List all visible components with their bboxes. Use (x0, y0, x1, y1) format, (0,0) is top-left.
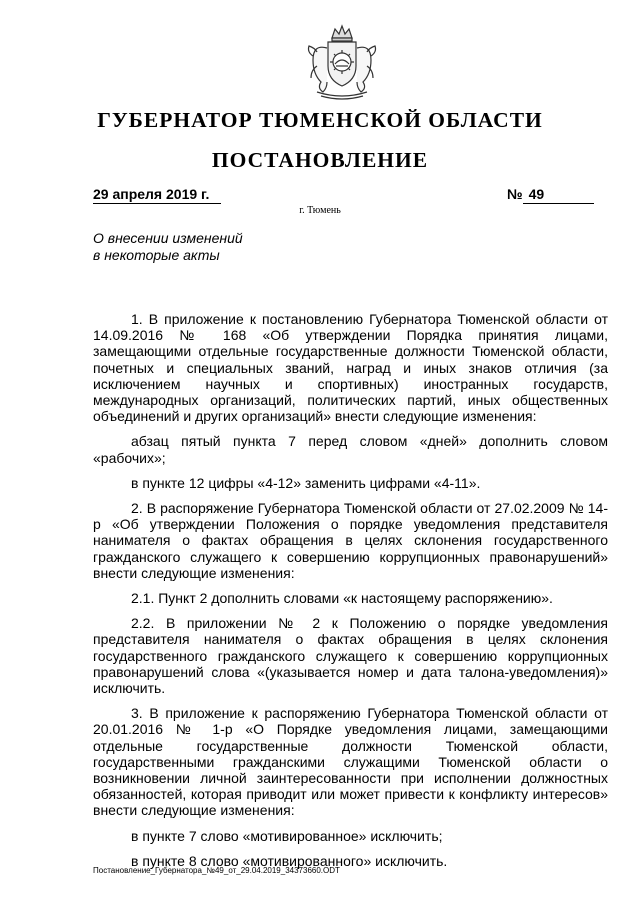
number-label: № (507, 186, 523, 202)
paragraph: 2.1. Пункт 2 дополнить словами «к настоящему распоряжению». (131, 590, 553, 607)
paragraph: в пункте 8 слово «мотивированного» исключить. (131, 852, 448, 869)
city: г. Тюмень (299, 205, 341, 216)
paragraph: 2.2. В приложении № 2 к Положению о порядке уведомления представителя нанимателя о фактах обращения в целях склонения государственного гражданского служащего к совершению коррупционных правонарушений слова «(указывается номер и дата талона-уведомления)» исключить. (93, 615, 608, 697)
paragraph: 2. В распоряжение Губернатора Тюменской области от 27.02.2009 № 14-р «Об утверждении Положения о порядке уведомления представителя нанимателя о фактах обращения в целях склонения государственного гражданского служащего к совершению коррупционных правонарушений» внести следующие изменения: (93, 500, 608, 581)
subject-line: в некоторые акты (93, 247, 220, 263)
document-number-block (507, 186, 594, 204)
document-type: ПОСТАНОВЛЕНИЕ (211, 148, 429, 172)
document-number: 49 (523, 186, 594, 204)
issuer-title: ГУБЕРНАТОР ТЮМЕНСКОЙ ОБЛАСТИ (97, 108, 543, 132)
coat-of-arms-icon (299, 22, 385, 102)
document-subject (93, 230, 243, 264)
paragraph: абзац пятый пункта 7 перед словом «дней» дополнить словом «рабочих»; (93, 433, 608, 466)
paragraph: в пункте 7 слово «мотивированное» исключить; (131, 827, 443, 844)
paragraph: в пункте 12 цифры «4-12» заменить цифрами «4-11». (131, 474, 481, 491)
paragraph: 1. В приложение к постановлению Губернатора Тюменской области от 14.09.2016 № 168 «Об утверждении Порядка принятия лицами, замещающими отдельные государственные должности Тюменской области, почетных и специальных званий, наград и иных знаков отличия (за исключением научных и спортивных) иностранных государств, международных организаций, политических партий, иных общественных объединений и других организаций» внести следующие изменения: (93, 311, 608, 425)
document-body (93, 311, 608, 878)
paragraph: 3. В приложение к распоряжению Губернатора Тюменской области от 20.01.2016 № 1-р «О Порядке уведомления лицами, замещающими отдельные государственные должности Тюменской области, государственными гражданскими служащими Тюменской области о возникновении личной заинтересованности при исполнении должностных обязанностей, которая приводит или может привести к конфликту интересов» внести следующие изменения: (93, 705, 608, 819)
document-date: 29 апреля 2019 г. (93, 186, 221, 204)
footer-filename: Постановление_Губернатора_№49_от_29.04.2019_34373660.ODT (93, 866, 340, 875)
subject-line: О внесении изменений (93, 230, 243, 246)
